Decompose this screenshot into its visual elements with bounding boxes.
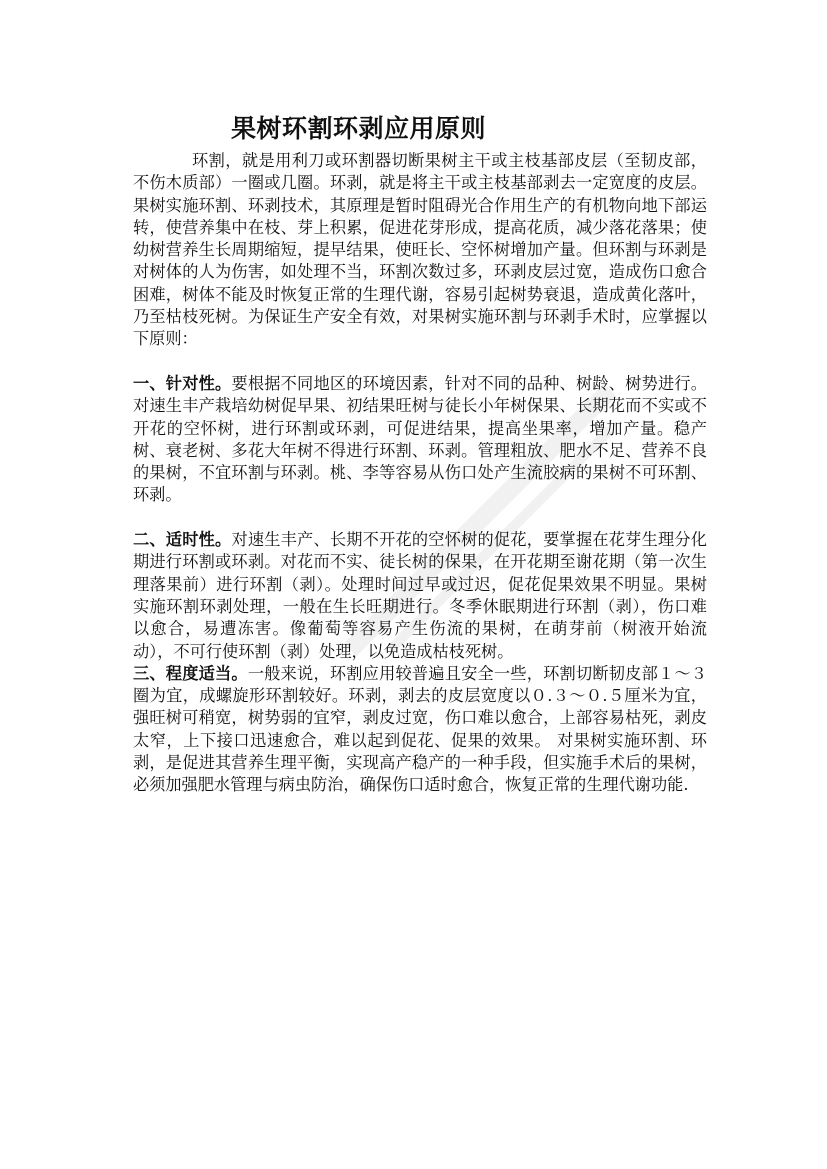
section-text: 对速生丰产、长期不开花的空怀树的促花，要掌握在花芽生理分化期进行环割或环剥。对花而不实、徒长树的保果，在开花期至谢花期（第一次生理落果前）进行环割（剥）。处理时间过早或过迟，促花促果效果不明显。果树实施环割环剥处理，一般在生长旺期进行。冬季休眠期进行环割（剥），伤口难以愈合，易遭冻害。像葡萄等容易产生伤流的果树，在萌芽前（树液开始流动），不可行使环割（剥）处理，以免造成枯枝死树。 — [133, 530, 707, 661]
section-timing — [133, 529, 707, 663]
paragraph-spacer — [133, 507, 707, 529]
section-targeting — [133, 373, 707, 507]
section-heading: 三、程度适当。 — [133, 663, 248, 683]
section-text: 要根据不同地区的环境因素，针对不同的品种、树龄、树势进行。对速生丰产栽培幼树促早果、初结果旺树与徒长小年树保果、长期花而不实或不开花的空怀树，进行环割或环剥，可促进结果，提高坐果率，增加产量。稳产树、衰老树、多花大年树不得进行环割、环剥。管理粗放、肥水不足、营养不良的果树，不宜环割与环剥。桃、李等容易从伤口处产生流胶病的果树不可环割、环剥。 — [133, 373, 707, 505]
document-body — [133, 150, 707, 797]
section-heading: 二、适时性。 — [133, 530, 232, 550]
section-text: 一般来说，环割应用较普遍且安全一些，环割切断韧皮部１～３圈为宜，成螺旋形环割较好。环剥，剥去的皮层宽度以０.３～０.５厘米为宜，强旺树可稍宽，树势弱的宜窄，剥皮过宽，伤口难以愈合，上部容易枯死，剥皮太窄，上下接口迅速愈合，难以起到促花、促果的效果。 对果树实施环割、环剥，是促进其营养生理平衡，实现高产稳产的一种手段，但实施手术后的果树，必须加强肥水管理与病虫防治，确保伤口适时愈合，恢复正常的生理代谢功能. — [133, 663, 707, 795]
section-degree — [133, 663, 707, 797]
intro-paragraph: 环割，就是用利刀或环割器切断果树主干或主枝基部皮层（至韧皮部，不伤木质部）一圈或几圈。环剥，就是将主干或主枝基部剥去一定宽度的皮层。果树实施环割、环剥技术，其原理是暂时阻碍光合作用生产的有机物向地下部运转，使营养集中在枝、芽上积累，促进花芽形成，提高花质，减少落花落果；使幼树营养生长周期缩短，提早结果，使旺长、空怀树增加产量。但环割与环剥是对树体的人为伤害，如处理不当，环割次数过多，环剥皮层过宽，造成伤口愈合困难，树体不能及时恢复正常的生理代谢，容易引起树势衰退，造成黄化落叶，乃至枯枝死树。为保证生产安全有效，对果树实施环割与环剥手术时，应掌握以下原则： — [133, 151, 707, 349]
paragraph-spacer — [133, 351, 707, 373]
document-title: 果树环割环剥应用原则 — [231, 114, 487, 143]
section-heading: 一、针对性。 — [133, 373, 232, 393]
